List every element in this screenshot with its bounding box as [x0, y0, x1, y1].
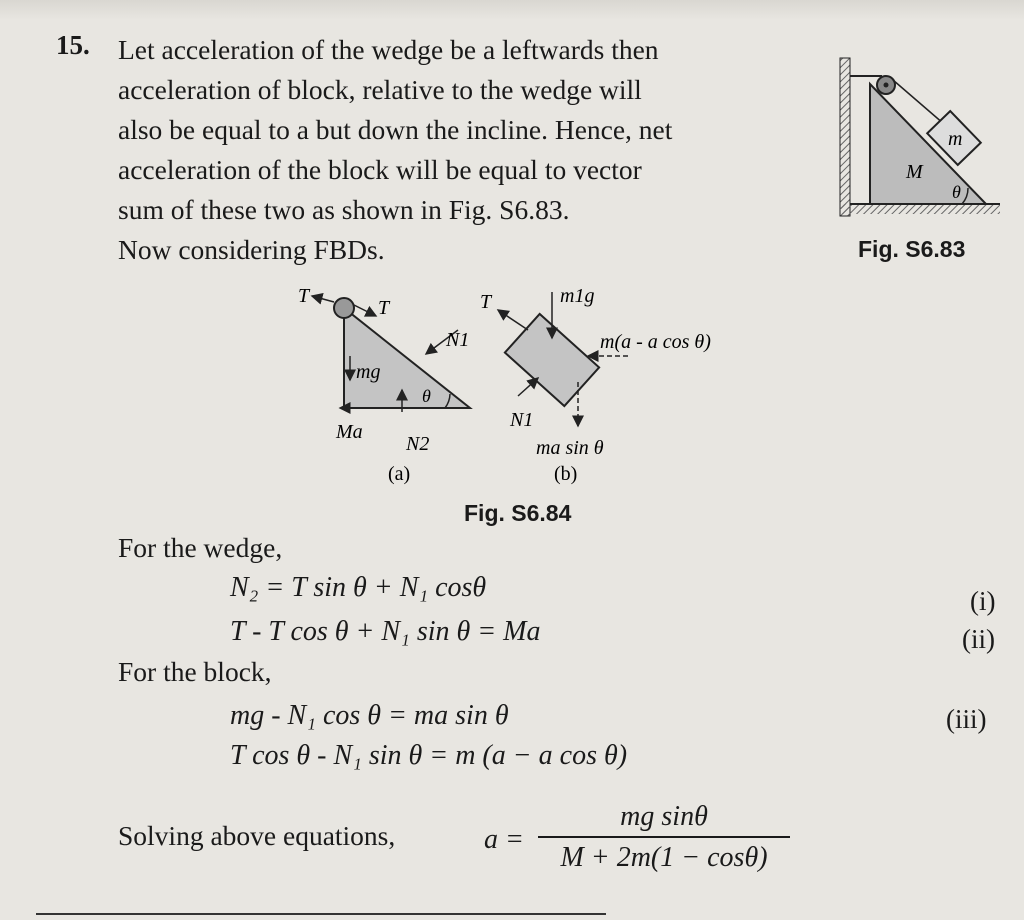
question-number: 15. — [56, 30, 90, 60]
question-paragraph — [118, 30, 818, 270]
label-T-left: T — [298, 285, 310, 307]
equation-2: T - T cos θ + N₁ sin θ = Ma — [230, 616, 541, 647]
equation-2-number: (ii) — [962, 624, 995, 654]
a-equals: a = — [484, 824, 524, 855]
label-m1g: m1g — [560, 285, 595, 307]
block-heading: For the block, — [118, 656, 272, 687]
wedge-heading: For the wedge, — [118, 532, 283, 563]
figure-s6-83 — [836, 50, 1006, 225]
sublabel-b: (b) — [554, 463, 578, 485]
label-mg: mg — [356, 361, 381, 383]
paragraph-line: Let acceleration of the wedge be a leftwards then — [118, 34, 659, 65]
fraction-denominator: M + 2m(1 − cosθ) — [560, 842, 768, 873]
solving-prefix: Solving above equations, — [118, 820, 396, 851]
paragraph-line: Now considering FBDs. — [118, 234, 385, 265]
fraction-numerator: mg sinθ — [620, 801, 708, 832]
pulley-fbd — [334, 298, 354, 318]
fig-s6-84-caption: Fig. S6.84 — [464, 500, 572, 526]
previous-text-strip — [0, 0, 1024, 20]
equation-3: mg - N₁ cos θ = ma sin θ — [230, 700, 509, 731]
sublabel-a: (a) — [388, 463, 411, 485]
paragraph-line: sum of these two as shown in Fig. S6.83. — [118, 194, 570, 225]
equation-4: T cos θ - N₁ sin θ = m (a − a cos θ) — [230, 740, 628, 771]
equation-1: N₂ = T sin θ + N₁ cosθ — [230, 572, 487, 603]
label-T-right: T — [378, 297, 390, 319]
label-theta: θ — [422, 386, 431, 406]
bottom-rule — [36, 913, 606, 915]
label-N1: N1 — [510, 409, 534, 431]
label-ma-sin: ma sin θ — [536, 437, 604, 459]
label-M: M — [906, 161, 923, 183]
paragraph-line: acceleration of block, relative to the wedge will — [118, 74, 642, 105]
paragraph-line: also be equal to a but down the incline. Hence, net — [118, 114, 673, 145]
figure-s6-84-a — [290, 278, 490, 488]
ground — [840, 204, 1000, 214]
result-fraction — [538, 800, 790, 876]
fraction-bar — [538, 836, 790, 838]
label-accel-component: m(a - a cos θ) — [600, 331, 711, 353]
label-Ma: Ma — [336, 421, 363, 443]
label-N2: N2 — [406, 433, 430, 455]
equation-3-number: (iii) — [946, 704, 987, 734]
label-theta: θ — [952, 182, 961, 202]
label-T: T — [480, 291, 492, 313]
fig-s6-83-caption: Fig. S6.83 — [858, 236, 966, 262]
equation-1-number: (i) — [970, 586, 996, 616]
label-m: m — [948, 128, 963, 150]
figure-s6-84-b — [470, 278, 770, 488]
wall — [840, 58, 850, 216]
wedge-fbd — [344, 308, 470, 408]
label-N1: N1 — [446, 329, 470, 351]
paragraph-line: acceleration of the block will be equal to vector — [118, 154, 642, 185]
